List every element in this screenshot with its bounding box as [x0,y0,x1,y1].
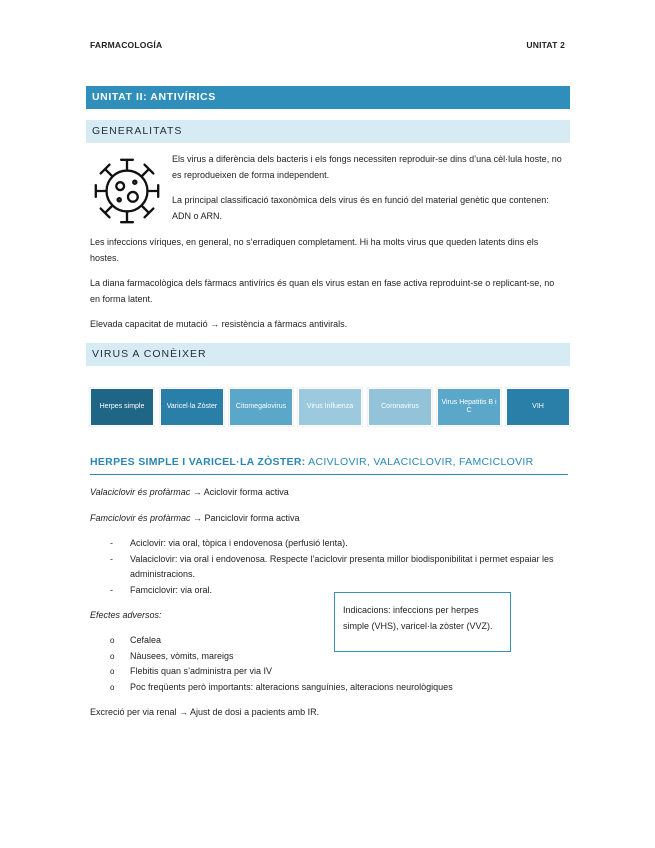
pill-hepatitis: Virus Hepatitis B i C [437,388,501,426]
paragraph-classificacio: La principal classificació taxonòmica dels virus és en funció del material genètic que contenen: ADN o ARN. [172,195,549,221]
paragraph-diana: La diana farmacològica dels fàrmacs antivírics és quan els virus estan en fase activa reproduint-se o replicant-se, no en forma latent. [90,278,555,304]
valaciclovir-active: → Aciclovir forma activa [190,487,289,497]
virus-pill-row [90,388,570,426]
excrecio-line: Excreció per via renal → Ajust de dosi a pacients amb IR. [90,707,320,717]
pill-herpes-simple: Herpes simple [90,388,154,426]
virus-icon [88,152,166,230]
herpes-heading [90,456,568,475]
section-generalitats: GENERALITATS [86,120,570,143]
famciclovir-prodrug: Famciclovir és profàrmac [90,513,191,523]
list-item: o Poc freqüents però importants: alteracions sanguínies, alteracions neurològiques [110,681,453,692]
herpes-heading-drugs: ACIVLOVIR, VALACICLOVIR, FAMCICLOVIR [305,456,534,468]
list-item: - Valaciclovir: via oral i endovenosa. Respecte l’aciclovir presenta millor biodisponibilitat i permet espaiar les administracions. [110,553,554,579]
valaciclovir-line [90,485,565,501]
header-subject: FARMACOLOGÍA [90,40,163,50]
pill-coronavirus: Coronavirus [368,388,432,426]
header-unit: UNITAT 2 [526,40,565,50]
efectes-adversos-label: Efectes adversos: [90,610,162,620]
pill-influenza: Virus Influenza [298,388,362,426]
pill-vih: VIH [506,388,570,426]
famciclovir-active: → Panciclovir forma activa [190,513,300,523]
herpes-heading-bold: HERPES SIMPLE I VARICEL·LA ZÒSTER: [90,456,306,468]
list-item: o Flebitis quan s’administra per via IV [110,666,273,676]
indicacions-callout: Indicacions: infeccions per herpes simple (VHS), varicel·la zòster (VVZ). [334,592,511,652]
section-virus-coneixer: VIRUS A CONÈIXER [86,343,570,366]
list-item: - Famciclovir: via oral. [110,584,213,595]
list-item: o Cefalea [110,635,162,645]
paragraph-latents: Les infeccions víriques, en general, no s’erradiquen completament. Hi ha molts virus que queden latents dins els hostes. [90,237,539,263]
pill-varicela-zoster: Varicel·la Zòster [160,388,224,426]
paragraph-mutacio: Elevada capacitat de mutació → resistència a fàrmacs antivirals. [90,319,348,329]
list-item: o Nàusees, vòmits, mareigs [110,650,234,661]
administration-list [110,536,555,598]
unit-title-band: UNITAT II: ANTIVÍRICS [86,86,570,109]
list-item: - Aciclovir: via oral, tòpica i endovenosa (perfusió lenta). [110,538,348,548]
paragraph-cell-hoste: Els virus a diferència dels bacteris i els fongs necessiten reproduir-se dins d’una cèl·lula hoste, no es reprodueixen de forma independent. [172,154,562,180]
valaciclovir-prodrug: Valaciclovir és profàrmac [90,487,191,497]
efectes-list [110,633,550,695]
famciclovir-line [90,511,565,527]
pill-citomegalovirus: Citomegalovirus [229,388,293,426]
